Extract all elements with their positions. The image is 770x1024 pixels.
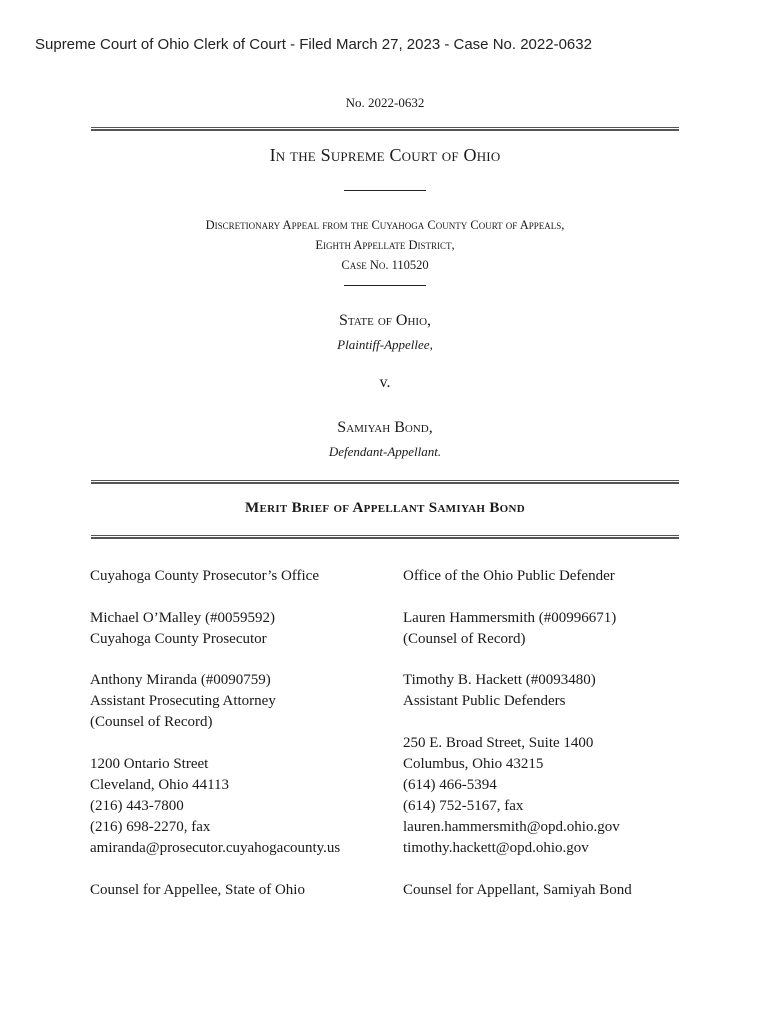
appellant-p1-name: Lauren Hammersmith (#00996671) (403, 610, 617, 626)
appellee-p1-title: Cuyahoga County Prosecutor (90, 631, 267, 647)
plaintiff-name: State of Ohio, (338, 312, 432, 329)
appellee-fax: (216) 698-2270, fax (90, 819, 211, 835)
appellee-phone: (216) 443-7800 (90, 798, 184, 814)
appellant-office-name: Office of the Ohio Public Defender (403, 568, 615, 584)
appellant-p2-title: Assistant Public Defenders (403, 693, 566, 709)
appellant-p2-name: Timothy B. Hackett (#0093480) (403, 672, 596, 688)
top-double-rule (91, 127, 679, 131)
appellant-email-1: lauren.hammersmith@opd.ohio.gov (403, 819, 620, 835)
short-rule-1 (344, 190, 426, 191)
short-rule-2 (344, 285, 426, 286)
appellee-address-1: 1200 Ontario Street (90, 756, 209, 772)
appellee-p2-role: (Counsel of Record) (90, 714, 213, 730)
appellant-email-2: timothy.hackett@opd.ohio.gov (403, 840, 589, 856)
appellee-address-2: Cleveland, Ohio 44113 (90, 777, 230, 793)
appellant-address-1: 250 E. Broad Street, Suite 1400 (403, 735, 594, 751)
appellee-counsel-2 (90, 670, 276, 733)
appeal-line-2: Eighth Appellate District, (315, 238, 455, 252)
appellee-p1-name: Michael O’Malley (#0059592) (90, 610, 275, 626)
appellee-contact (90, 754, 340, 859)
versus: v. (379, 374, 391, 391)
appellant-phone: (614) 466-5394 (403, 777, 497, 793)
appellee-office (90, 566, 319, 587)
appellee-office-name: Cuyahoga County Prosecutor’s Office (90, 568, 319, 584)
appellant-counsel-2 (403, 670, 596, 712)
appellant-signature-text: Counsel for Appellant, Samiyah Bond (403, 882, 632, 898)
appellant-p1-role: (Counsel of Record) (403, 631, 526, 647)
defendant-role: Defendant-Appellant. (328, 444, 442, 459)
defendant-name: Samiyah Bond, (337, 419, 433, 436)
appellee-p2-name: Anthony Miranda (#0090759) (90, 672, 271, 688)
filing-stamp: Supreme Court of Ohio Clerk of Court - Filed March 27, 2023 - Case No. 2022-0632 (35, 36, 592, 53)
appeal-caption (0, 215, 770, 275)
appellee-signature (90, 880, 305, 901)
brief-title: Merit Brief of Appellant Samiyah Bond (245, 500, 525, 516)
brief-bottom-rule (91, 535, 679, 539)
appellant-fax: (614) 752-5167, fax (403, 798, 524, 814)
appellant-contact (403, 733, 620, 859)
court-title: In the Supreme Court of Ohio (269, 145, 501, 165)
case-number: No. 2022-0632 (345, 95, 425, 110)
appellee-counsel-1 (90, 608, 275, 650)
appellee-email: amiranda@prosecutor.cuyahogacounty.us (90, 840, 341, 856)
plaintiff-role: Plaintiff-Appellee, (337, 337, 433, 352)
brief-top-rule (91, 480, 679, 484)
appeal-line-3: Case No. 110520 (341, 258, 429, 272)
appellant-office (403, 566, 615, 587)
appellee-p2-title: Assistant Prosecuting Attorney (90, 693, 276, 709)
appellee-signature-text: Counsel for Appellee, State of Ohio (90, 882, 305, 898)
appellant-address-2: Columbus, Ohio 43215 (403, 756, 544, 772)
appellant-signature (403, 880, 632, 901)
appellant-counsel-1 (403, 608, 616, 650)
appeal-line-1: Discretionary Appeal from the Cuyahoga County Court of Appeals, (205, 218, 565, 232)
